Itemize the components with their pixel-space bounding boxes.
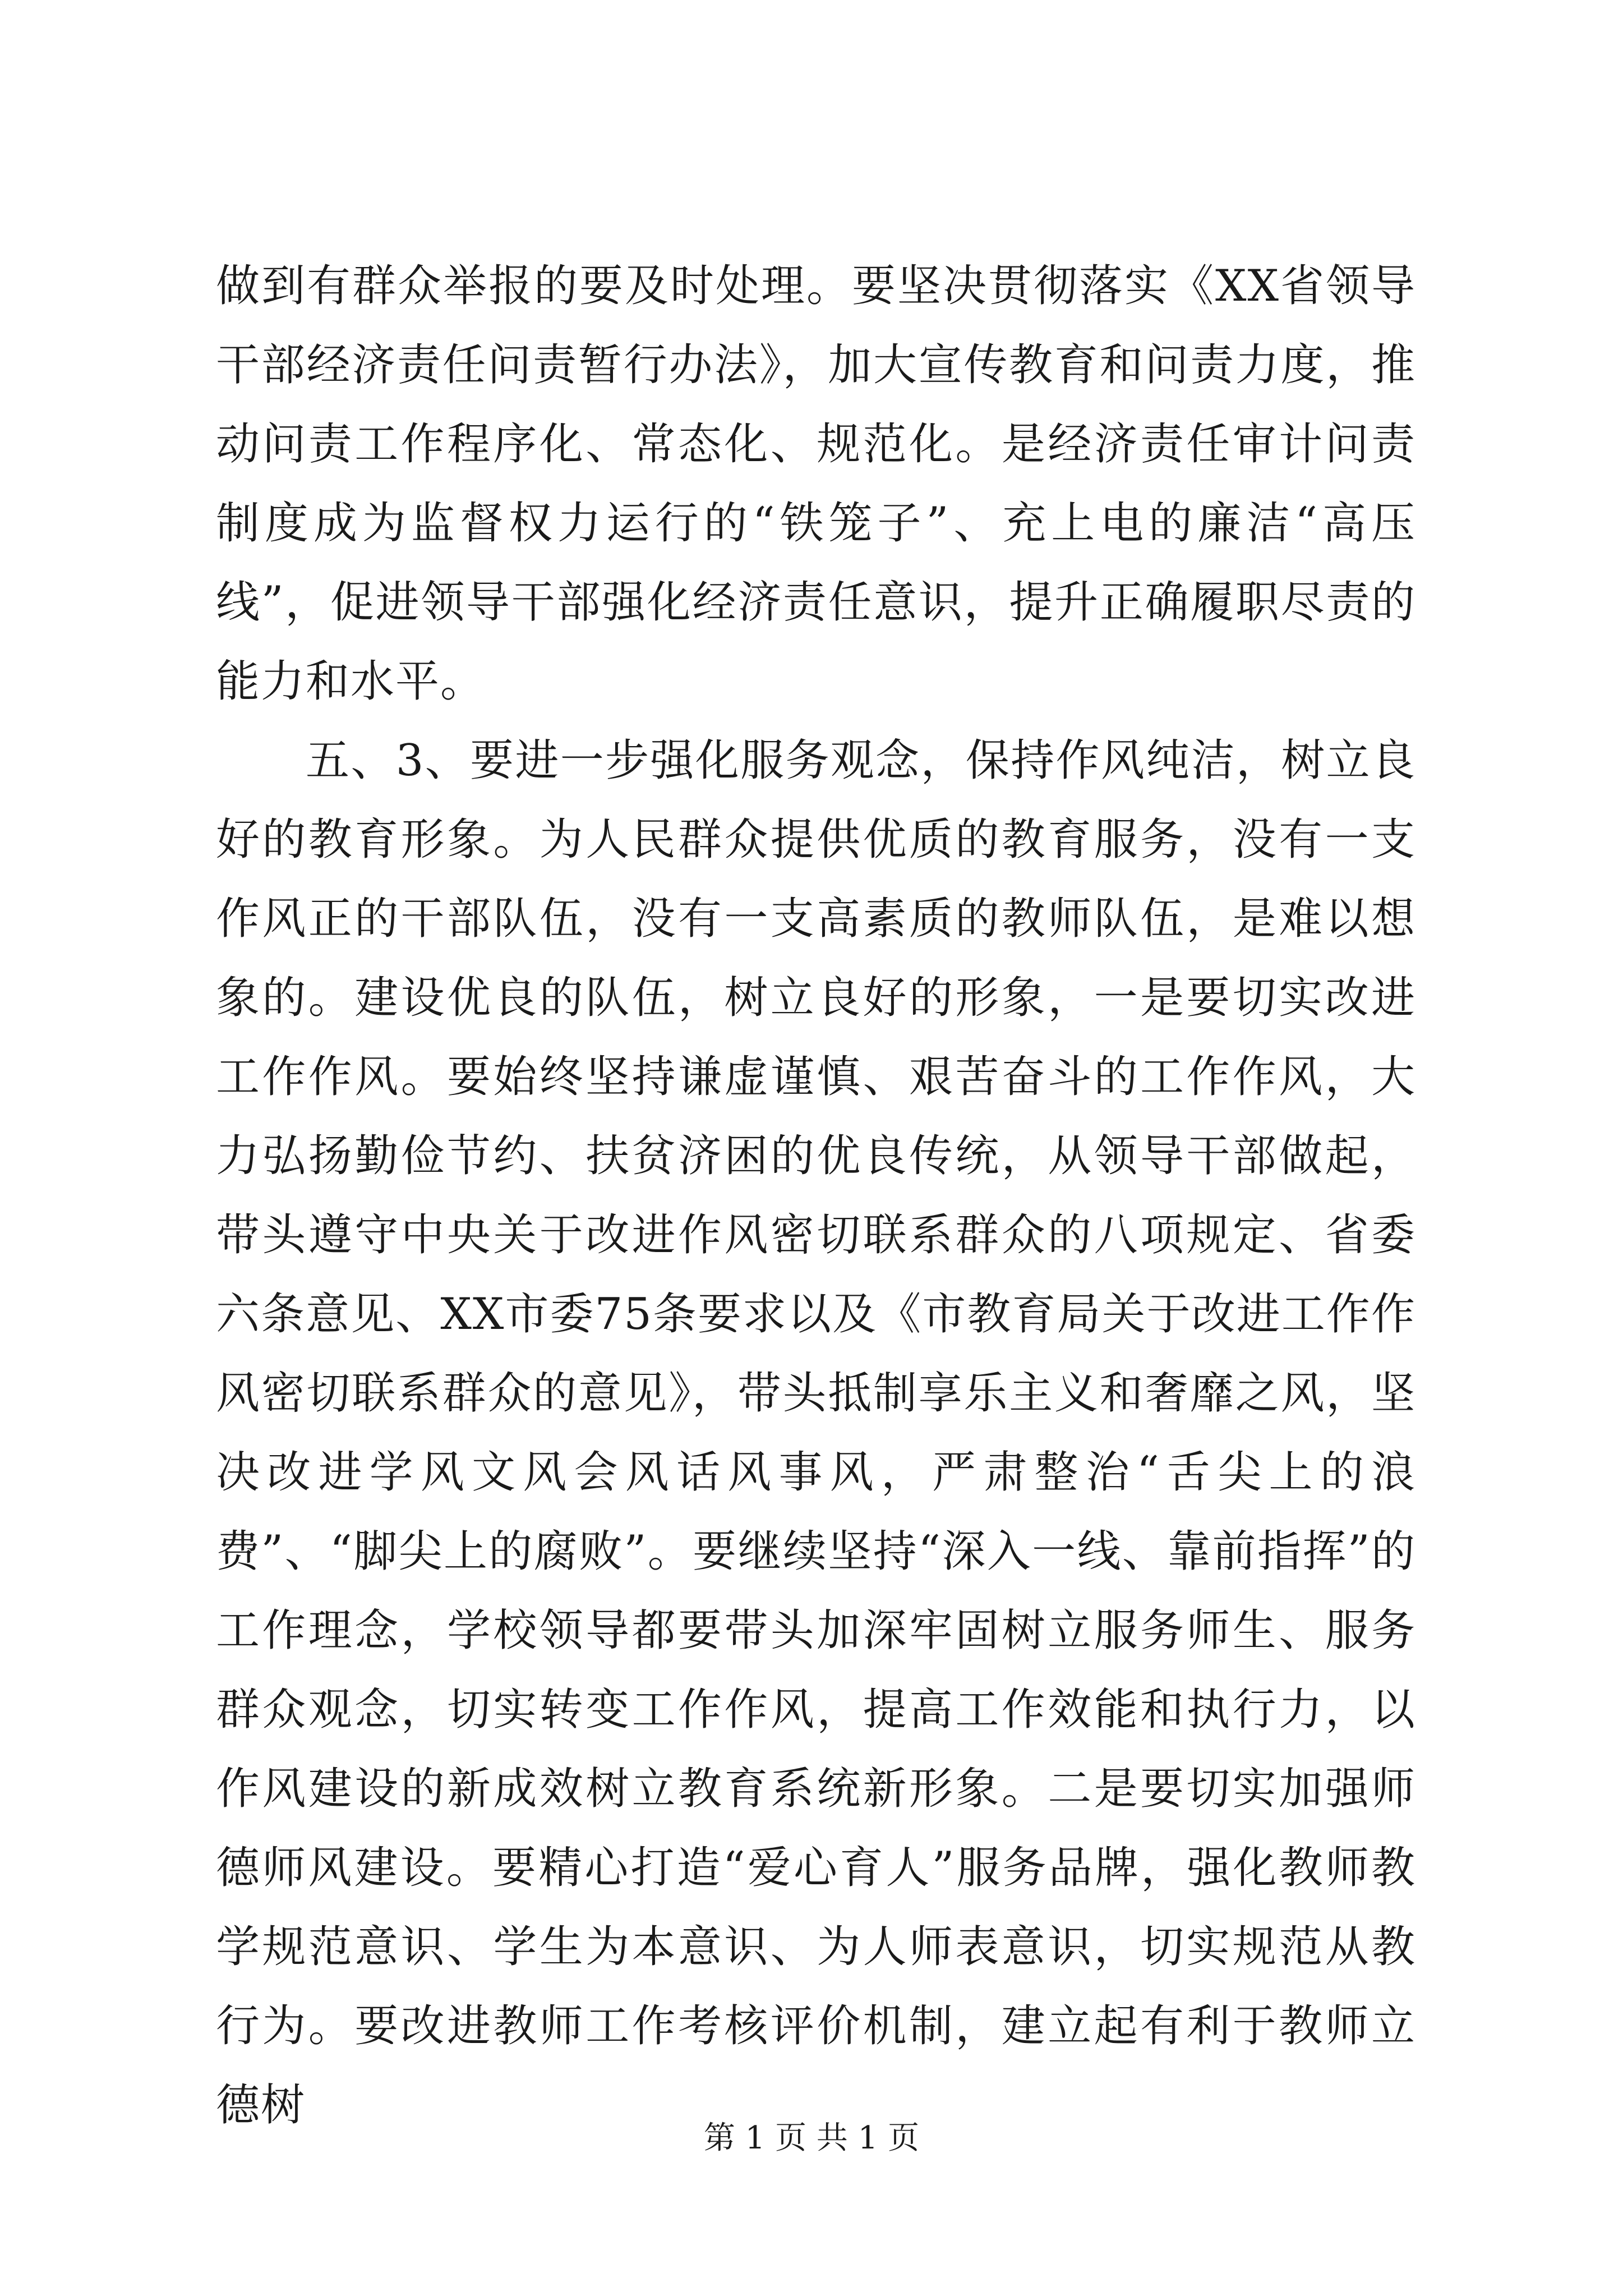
page-number-footer: 第 1 页 共 1 页 — [703, 2120, 920, 2156]
paragraph-service-concept: 五、3、要进一步强化服务观念，保持作风纯洁，树立良好的教育形象。为人民群众提供优质的教育服务，没有一支作风正的干部队伍，没有一支高素质的教师队伍，是难以想象的。建设优良的队伍，树立良好的形象，一是要切实改进工作作风。要始终坚持谦虚谨慎、艰苦奋斗的工作作风，大力弘扬勤俭节约、扶贫济困的优良传统，从领导干部做起，带头遵守中央关于改进作风密切联系群众的八项规定、省委六条意见、XX市委75条要求以及《市教育局关于改进工作作风密切联系群众的意见》，带头抵制享乐主义和奢靡之风，坚决改进学风文风会风话风事风，严肃整治“舌尖上的浪费”、“脚尖上的腐败”。要继续坚持“深入一线、靠前指挥”的工作理念，学校领导都要带头加深牢固树立服务师生、服务群众观念，切实转变工作作风，提高工作效能和执行力，以作风建设的新成效树立教育系统新形象。二是要切实加强师德师风建设。要精心打造“爱心育人”服务品牌，强化教师教学规范意识、学生为本意识、为人师表意识，切实规范从教行为。要改进教师工作考核评价机制，建立起有利于教师立德树 — [216, 735, 1416, 2131]
document-body — [216, 247, 1416, 2145]
paragraph-accountability: 做到有群众举报的要及时处理。要坚决贯彻落实《XX省领导干部经济责任问责暂行办法》，加大宣传教育和问责力度，推动问责工作程序化、常态化、规范化。是经济责任审计问责制度成为监督权力运行的“铁笼子”、充上电的廉洁“高压线”，促进领导干部强化经济责任意识，提升正确履职尽责的能力和水平。 — [216, 261, 1416, 707]
